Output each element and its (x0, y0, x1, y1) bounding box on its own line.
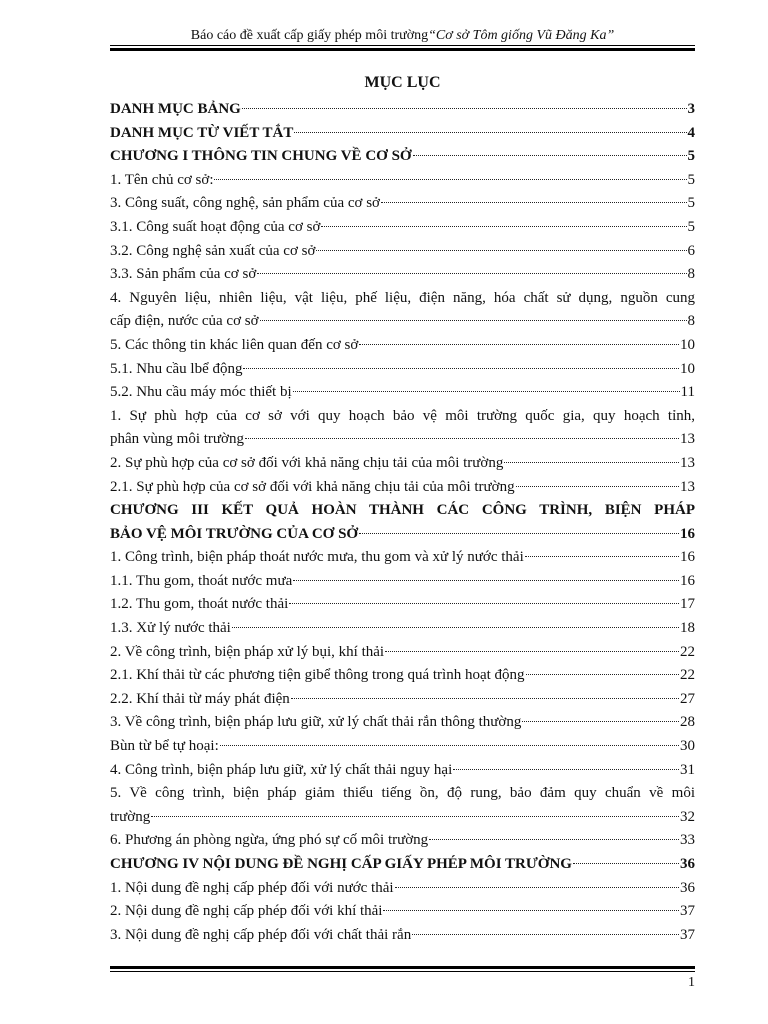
toc-entry-label: 2. Sự phù hợp của cơ sở đối với khả năng chịu tải của môi trường (110, 454, 504, 471)
toc-entry[interactable] (110, 122, 695, 146)
toc-entry-page-number: 18 (680, 620, 695, 637)
toc-entry-page-number: 28 (680, 714, 695, 731)
toc-entry-page-number: 5 (687, 195, 695, 212)
toc-entry-line (110, 688, 695, 712)
dot-leader (526, 674, 679, 675)
toc-entry-page-number: 16 (680, 525, 695, 542)
toc-entry-line (110, 287, 695, 311)
toc-entry[interactable] (110, 145, 695, 169)
toc-entry-page-number: 11 (680, 384, 695, 401)
toc-entry-line (110, 570, 695, 594)
toc-entry-page-number: 5 (687, 148, 695, 165)
toc-entry-label: 5.1. Nhu cầu lbể động (110, 360, 243, 377)
dot-leader (293, 580, 679, 581)
header-text: Báo cáo đề xuất cấp giấy phép môi trường (190, 28, 429, 43)
footer-rule-thick (110, 966, 695, 969)
toc-entry-line (110, 381, 695, 405)
toc-entry[interactable] (110, 381, 695, 405)
header-rule-thin (110, 45, 695, 46)
toc-entry-label: 3.3. Sản phẩm của cơ sở (110, 266, 257, 283)
toc-entry-page-number: 22 (680, 667, 695, 684)
toc-entry-label: 6. Phương án phòng ngừa, ứng phó sự cố môi trường (110, 832, 429, 849)
toc-entry-page-number: 33 (680, 832, 695, 849)
toc-entry[interactable] (110, 782, 695, 829)
toc-entry-line (110, 169, 695, 193)
header-project-name: “Cơ sở Tôm giống Vũ Đăng Ka” (428, 28, 615, 43)
toc-entry-label-line1: 1. Sự phù hợp của cơ sở với quy hoạch bảo vệ môi trường quốc gia, quy hoạch tỉnh, (110, 407, 695, 424)
dot-leader (316, 250, 686, 251)
toc-entry-page-number: 8 (687, 313, 695, 330)
toc-entry[interactable] (110, 405, 695, 452)
dot-leader (242, 108, 687, 109)
dot-leader (395, 887, 679, 888)
toc-entry-page-number: 36 (680, 879, 695, 896)
toc-entry-label: 3.1. Công suất hoạt động của cơ sở (110, 218, 321, 235)
toc-entry-line (110, 759, 695, 783)
toc-entry-line (110, 664, 695, 688)
toc-entry-label: BẢO VỆ MÔI TRƯỜNG CỦA CƠ SỞ (110, 525, 359, 542)
toc-entry-page-number: 37 (680, 903, 695, 920)
toc-entry-page-number: 5 (687, 218, 695, 235)
toc-entry-page-number: 16 (680, 549, 695, 566)
toc-entry[interactable] (110, 334, 695, 358)
header-rule-thick (110, 48, 695, 51)
toc-entry-label: 3. Công suất, công nghệ, sản phẩm của cơ sở (110, 195, 380, 212)
toc-entry-line (110, 806, 695, 830)
toc-entry-label: 1.3. Xử lý nước thải (110, 620, 231, 637)
toc-entry[interactable] (110, 263, 695, 287)
toc-entry-page-number: 3 (687, 101, 695, 117)
footer-rule-thin (110, 971, 695, 972)
toc-entry-label: 1. Tên chủ cơ sở: (110, 171, 214, 188)
toc-entry-label: 2.2. Khí thải từ máy phát điện (110, 690, 290, 707)
dot-leader (429, 839, 679, 840)
toc-entry-line (110, 924, 695, 948)
toc-entry-label: DANH MỤC BẢNG (110, 101, 241, 117)
toc-entry-line (110, 546, 695, 570)
toc-entry[interactable] (110, 546, 695, 570)
toc-entry-label: 3. Nội dung đề nghị cấp phép đối với chất thải rắn (110, 926, 412, 943)
toc-entry-line (110, 216, 695, 240)
toc-entry[interactable] (110, 499, 695, 546)
toc-entry-line (110, 240, 695, 264)
toc-entry-page-number: 27 (680, 690, 695, 707)
toc-entry[interactable] (110, 735, 695, 759)
dot-leader (573, 863, 679, 864)
dot-leader (522, 721, 679, 722)
toc-entry-line (110, 192, 695, 216)
dot-leader (151, 816, 679, 817)
toc-entry-page-number: 30 (680, 738, 695, 755)
toc-entry-label: trường (110, 808, 151, 825)
toc-entry[interactable] (110, 900, 695, 924)
toc-entry-page-number: 17 (680, 596, 695, 613)
toc-entry-line (110, 877, 695, 901)
toc-entry-page-number: 13 (680, 431, 695, 448)
dot-leader (504, 462, 679, 463)
dot-leader (516, 486, 679, 487)
toc-entry-line (110, 98, 695, 122)
toc-entry-line (110, 263, 695, 287)
dot-leader (232, 627, 679, 628)
toc-entry-label: 2.1. Sự phù hợp của cơ sở đối với khả năng chịu tải của môi trường (110, 478, 515, 495)
dot-leader (243, 368, 679, 369)
toc-entry[interactable] (110, 617, 695, 641)
toc-entry[interactable] (110, 877, 695, 901)
toc-entry-page-number: 32 (680, 808, 695, 825)
toc-entry-line (110, 145, 695, 169)
dot-leader (321, 226, 686, 227)
toc-entry-label: 4. Công trình, biện pháp lưu giữ, xử lý chất thải nguy hại (110, 761, 453, 778)
dot-leader (260, 320, 687, 321)
toc-entry-label: CHƯƠNG IV NỘI DUNG ĐỀ NGHỊ CẤP GIẤY PHÉP MÔI TRƯỜNG (110, 856, 572, 872)
table-of-contents (110, 98, 695, 947)
toc-entry[interactable] (110, 641, 695, 665)
dot-leader (293, 391, 680, 392)
toc-entry-line (110, 122, 695, 146)
toc-entry-line (110, 358, 695, 382)
toc-entry-page-number: 13 (680, 478, 695, 495)
toc-entry[interactable] (110, 287, 695, 334)
toc-entry-label-line1: 5. Về công trình, biện pháp giảm thiểu tiếng ồn, độ rung, bảo đảm quy chuẩn về môi (110, 785, 695, 802)
toc-entry[interactable] (110, 570, 695, 594)
toc-entry[interactable] (110, 240, 695, 264)
toc-entry-label: 1.2. Thu gom, thoát nước thải (110, 596, 289, 613)
toc-entry[interactable] (110, 759, 695, 783)
toc-entry-label: CHƯƠNG I THÔNG TIN CHUNG VỀ CƠ SỞ (110, 148, 412, 165)
dot-leader (359, 344, 679, 345)
toc-entry-line (110, 476, 695, 500)
dot-leader (381, 202, 687, 203)
toc-entry-page-number: 4 (687, 124, 695, 141)
toc-entry[interactable] (110, 216, 695, 240)
toc-entry-page-number: 13 (680, 454, 695, 471)
toc-entry-page-number: 16 (680, 572, 695, 589)
dot-leader (289, 603, 679, 604)
dot-leader (220, 745, 679, 746)
toc-entry[interactable] (110, 853, 695, 877)
toc-entry-label: phân vùng môi trường (110, 431, 244, 448)
toc-entry[interactable] (110, 664, 695, 688)
toc-entry[interactable] (110, 711, 695, 735)
toc-entry-label: 2. Về công trình, biện pháp xử lý bụi, khí thải (110, 643, 385, 660)
toc-entry-line (110, 617, 695, 641)
toc-entry-label: cấp điện, nước của cơ sở (110, 313, 259, 330)
toc-entry-label: 2. Nội dung đề nghị cấp phép đối với khí thải (110, 903, 383, 920)
toc-entry-page-number: 31 (680, 761, 695, 778)
toc-entry-page-number: 37 (680, 926, 695, 943)
toc-entry-label: DANH MỤC TỪ VIẾT TẮT (110, 124, 294, 141)
toc-entry-page-number: 36 (680, 856, 695, 872)
dot-leader (412, 934, 679, 935)
toc-entry-page-number: 22 (680, 643, 695, 660)
toc-entry-page-number: 10 (680, 336, 695, 353)
toc-entry-line (110, 735, 695, 759)
toc-entry-page-number: 5 (687, 171, 695, 188)
toc-entry[interactable] (110, 688, 695, 712)
toc-entry[interactable] (110, 829, 695, 853)
dot-leader (294, 132, 686, 133)
toc-entry[interactable] (110, 593, 695, 617)
dot-leader (257, 273, 686, 274)
toc-entry-label: 5. Các thông tin khác liên quan đến cơ sở (110, 336, 359, 353)
dot-leader (525, 556, 679, 557)
toc-entry-line (110, 711, 695, 735)
toc-entry[interactable] (110, 98, 695, 122)
dot-leader (245, 438, 679, 439)
dot-leader (453, 769, 679, 770)
toc-entry-label: 3.2. Công nghệ sản xuất của cơ sở (110, 242, 316, 259)
page-header (110, 26, 695, 46)
toc-entry-page-number: 8 (687, 266, 695, 283)
dot-leader (359, 533, 679, 534)
toc-entry-label: 5.2. Nhu cầu máy móc thiết bị (110, 384, 292, 401)
toc-entry-line (110, 499, 695, 523)
toc-entry-label: 1. Công trình, biện pháp thoát nước mưa, thu gom và xử lý nước thải (110, 549, 524, 566)
toc-entry-label: Bùn từ bể tự hoại: (110, 738, 219, 755)
toc-entry-label-line1: 4. Nguyên liệu, nhiên liệu, vật liệu, phế liệu, điện năng, hóa chất sử dụng, nguồn cung (110, 289, 695, 306)
toc-entry-line (110, 405, 695, 429)
dot-leader (291, 698, 679, 699)
toc-entry-line (110, 334, 695, 358)
toc-entry-page-number: 6 (687, 242, 695, 259)
toc-entry-line (110, 782, 695, 806)
dot-leader (214, 179, 686, 180)
toc-entry-label: 1.1. Thu gom, thoát nước mưa (110, 572, 293, 589)
dot-leader (383, 910, 679, 911)
toc-entry-line (110, 452, 695, 476)
toc-entry-label: 3. Về công trình, biện pháp lưu giữ, xử lý chất thải rắn thông thường (110, 714, 522, 731)
toc-entry-label: 2.1. Khí thải từ các phương tiện gibể thông trong quá trình hoạt động (110, 667, 525, 684)
toc-entry-line (110, 523, 695, 547)
toc-title: MỤC LỤC (364, 74, 441, 91)
toc-entry[interactable] (110, 358, 695, 382)
toc-entry[interactable] (110, 924, 695, 948)
toc-entry-page-number: 10 (680, 360, 695, 377)
page-number: 1 (688, 975, 695, 990)
toc-entry[interactable] (110, 452, 695, 476)
toc-entry-line (110, 428, 695, 452)
toc-entry-line (110, 900, 695, 924)
toc-entry[interactable] (110, 192, 695, 216)
toc-entry-line (110, 853, 695, 877)
dot-leader (385, 651, 679, 652)
toc-entry-label-line1: CHƯƠNG III KẾT QUẢ HOÀN THÀNH CÁC CÔNG TRÌNH, BIỆN PHÁP (110, 502, 695, 519)
toc-entry[interactable] (110, 169, 695, 193)
toc-entry-line (110, 593, 695, 617)
dot-leader (413, 155, 687, 156)
toc-entry-label: 1. Nội dung đề nghị cấp phép đối với nước thải (110, 879, 394, 896)
toc-entry-line (110, 641, 695, 665)
toc-entry-line (110, 310, 695, 334)
toc-entry-line (110, 829, 695, 853)
toc-entry[interactable] (110, 476, 695, 500)
